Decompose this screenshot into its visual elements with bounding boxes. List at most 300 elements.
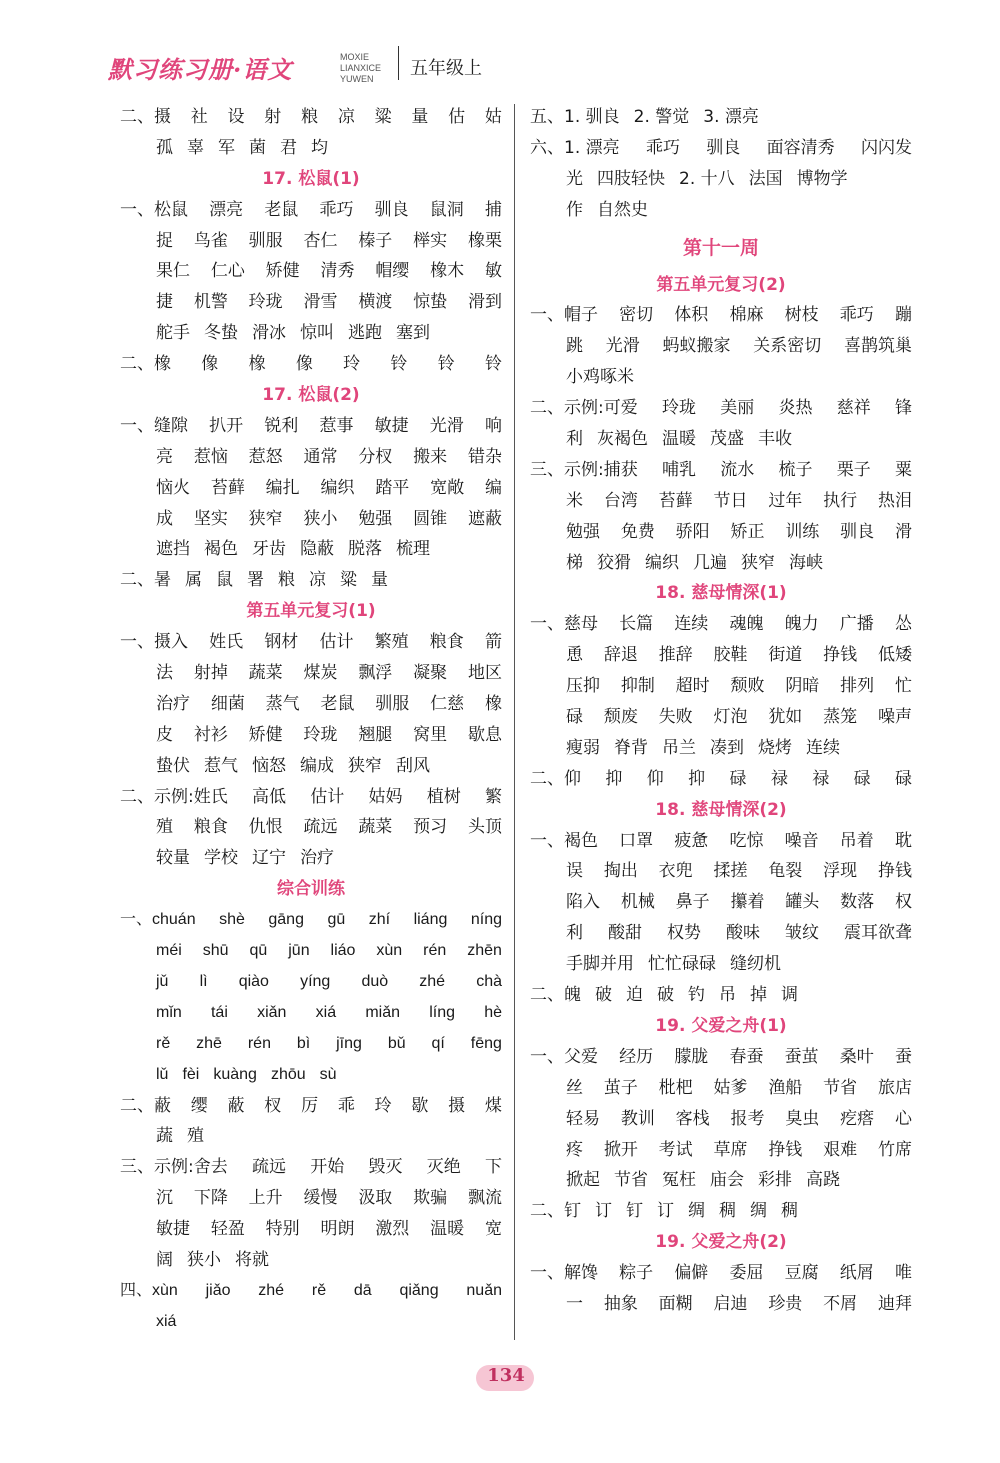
- answer-word: 利: [566, 429, 583, 450]
- answer-word: 榉实: [413, 230, 448, 251]
- answer-word: 皮: [156, 724, 173, 745]
- answer-word: 体积: [674, 305, 709, 326]
- answer-word: 仰: [646, 768, 664, 789]
- answer-word: 踏平: [375, 477, 410, 498]
- answer-word: 橡栗: [467, 230, 502, 251]
- answer-word: 驯良: [706, 137, 741, 158]
- answer-word: 褐色: [204, 539, 238, 560]
- answer-word: 铃: [484, 354, 502, 375]
- answer-word: 考试: [658, 1139, 693, 1160]
- answer-word: 调: [781, 985, 798, 1006]
- answer-word: 彩排: [758, 1170, 792, 1191]
- answer-word: 铃: [437, 354, 455, 375]
- answer-word: 广播: [839, 614, 874, 635]
- answer-word: 高低: [251, 786, 286, 807]
- answer-word: 二、仰: [530, 768, 581, 789]
- answer-word: 2. 警觉: [633, 107, 690, 127]
- answer-line: [120, 812, 502, 843]
- answer-line: [530, 133, 912, 164]
- answer-word: 摄: [448, 1095, 466, 1116]
- answer-word: 蛰伏: [156, 755, 190, 776]
- answer-line: [120, 473, 502, 504]
- answer-word: 二、暑: [120, 570, 171, 591]
- answer-word: 纸屑: [839, 1263, 874, 1284]
- answer-word: 节日: [713, 490, 748, 511]
- answer-line: [530, 887, 912, 918]
- answer-word: 过年: [768, 490, 803, 511]
- answer-word: 抑: [605, 768, 623, 789]
- answer-word: 辜: [187, 137, 204, 158]
- answer-word: 噪音: [784, 830, 819, 851]
- answer-word: 乖巧: [319, 199, 354, 220]
- answer-word: 冤枉: [662, 1170, 696, 1191]
- answer-word: 闪闪发: [861, 137, 912, 158]
- answer-word: 遮挡: [156, 539, 190, 560]
- answer-word: 吊兰: [662, 737, 696, 758]
- answer-word: 激烈: [375, 1219, 410, 1240]
- answer-line: [120, 133, 502, 164]
- section-heading: 18. 慈母情深(2): [655, 799, 787, 820]
- answer-word: 连续: [806, 737, 840, 758]
- answer-word: 殖: [187, 1126, 204, 1147]
- answer-word: 博物学: [796, 168, 848, 189]
- answer-word: 钓: [688, 985, 705, 1006]
- answer-word: 量: [411, 107, 429, 127]
- answer-word: 粮食: [429, 632, 464, 653]
- answer-word: 忙: [894, 676, 912, 697]
- answer-word: 仁慈: [430, 693, 465, 714]
- answer-word: 温暖: [662, 429, 696, 450]
- answer-line: [530, 1289, 912, 1320]
- answer-word: 滑到: [467, 292, 502, 313]
- answer-word: 二、示例:可爱: [530, 398, 638, 419]
- answer-word: níng: [470, 911, 502, 929]
- answer-word: yíng: [300, 972, 331, 990]
- answer-word: 光滑: [605, 336, 640, 357]
- answer-word: 破: [595, 985, 612, 1006]
- answer-word: 权势: [667, 923, 701, 944]
- answer-word: 苔藓: [658, 490, 693, 511]
- answer-word: 果仁: [156, 261, 190, 282]
- answer-word: shè: [219, 911, 245, 929]
- answer-word: 驯服: [248, 230, 283, 251]
- answer-word: 教训: [620, 1108, 655, 1129]
- answer-word: qiào: [238, 972, 269, 990]
- answer-word: 一、父爱: [530, 1046, 598, 1067]
- answer-word: 开始: [310, 1157, 345, 1178]
- answer-word: 棉麻: [729, 305, 764, 326]
- page-number-text: 134: [487, 1365, 525, 1386]
- answer-word: 热泪: [877, 490, 912, 511]
- book-title: 默习练习册·语文: [108, 55, 293, 84]
- answer-word: 估: [448, 107, 466, 127]
- answer-word: 竹席: [877, 1139, 912, 1160]
- answer-line: [530, 362, 912, 393]
- answer-word: 灭绝: [426, 1157, 461, 1178]
- answer-word: liáo: [330, 942, 356, 960]
- answer-word: 二、蔽: [120, 1095, 171, 1116]
- answer-word: 细菌: [210, 693, 245, 714]
- answer-line: [120, 936, 502, 967]
- answer-word: 恿: [566, 645, 583, 666]
- left-column: [120, 102, 502, 1338]
- answer-word: nuǎn: [466, 1281, 502, 1299]
- answer-word: 连续: [674, 614, 709, 635]
- answer-word: 阴暗: [785, 676, 820, 697]
- answer-word: 冬蛰: [204, 323, 238, 344]
- answer-word: 罐头: [785, 892, 820, 913]
- answer-word: 蚕: [894, 1046, 912, 1067]
- answer-word: 豆腐: [784, 1263, 819, 1284]
- answer-line: [530, 1104, 912, 1135]
- answer-word: 署: [247, 570, 264, 591]
- answer-word: 苔藓: [210, 477, 245, 498]
- answer-word: 超时: [675, 676, 710, 697]
- answer-word: 树枝: [784, 305, 819, 326]
- answer-word: 灯泡: [713, 707, 748, 728]
- answer-word: 瘦弱: [566, 737, 600, 758]
- answer-word: 滑: [894, 521, 912, 542]
- answer-word: 量: [371, 570, 388, 591]
- answer-word: 粮: [278, 570, 295, 591]
- answer-word: 轻盈: [210, 1219, 245, 1240]
- answer-word: 一、chuán: [120, 911, 196, 929]
- answer-word: jiǎo: [205, 1281, 231, 1299]
- answer-word: 疼: [566, 1139, 583, 1160]
- answer-word: 3. 漂亮: [703, 107, 759, 127]
- answer-word: 面糊: [658, 1293, 693, 1314]
- answer-line: [530, 455, 912, 486]
- answer-word: 殖: [156, 817, 173, 838]
- answer-word: 像: [201, 354, 219, 375]
- answer-line: [530, 949, 912, 980]
- answer-line: [530, 1165, 912, 1196]
- answer-word: 橡: [484, 693, 502, 714]
- answer-word: lǔ: [156, 1065, 169, 1083]
- answer-word: 脱落: [348, 539, 382, 560]
- answer-word: 滑雪: [303, 292, 338, 313]
- answer-word: 桑叶: [839, 1046, 874, 1067]
- answer-word: 粱: [374, 107, 392, 127]
- answer-word: fèi: [182, 1065, 200, 1083]
- answer-word: 驯服: [375, 693, 410, 714]
- answer-line: [120, 1245, 502, 1276]
- answer-word: 庙会: [710, 1170, 744, 1191]
- answer-word: 订: [657, 1201, 674, 1222]
- answer-word: 鼻子: [675, 892, 710, 913]
- answer-word: líng: [429, 1003, 455, 1021]
- answer-word: 艰难: [823, 1139, 858, 1160]
- answer-word: 长篇: [619, 614, 654, 635]
- answer-line: [120, 565, 502, 596]
- answer-word: 欺骗: [413, 1188, 448, 1209]
- answer-word: 铃: [390, 354, 408, 375]
- answer-word: 骄阳: [675, 521, 710, 542]
- answer-word: 不屑: [823, 1293, 858, 1314]
- answer-line: [120, 627, 502, 658]
- answer-word: jīng: [336, 1034, 362, 1052]
- answer-word: 噪声: [877, 707, 912, 728]
- answer-word: 菌: [249, 137, 266, 158]
- answer-word: 数落: [840, 892, 875, 913]
- answer-word: 飘流: [467, 1188, 502, 1209]
- answer-word: zhēn: [467, 942, 502, 960]
- answer-word: 高跷: [806, 1170, 840, 1191]
- answer-word: 抑制: [620, 676, 655, 697]
- answer-word: 灰褐色: [597, 429, 648, 450]
- header-divider: [398, 46, 399, 80]
- answer-line: [120, 782, 502, 813]
- answer-word: 法国: [748, 168, 783, 189]
- answer-word: 捷: [156, 292, 173, 313]
- answer-line: [120, 349, 502, 380]
- answer-word: 一、褐色: [530, 830, 598, 851]
- answer-word: 宽: [484, 1219, 502, 1240]
- answer-word: 勉强: [358, 508, 393, 529]
- answer-line: [530, 1042, 912, 1073]
- answer-word: 朦胧: [674, 1046, 709, 1067]
- answer-word: 面容清秀: [766, 137, 835, 158]
- answer-word: 挣钱: [823, 645, 858, 666]
- answer-word: 学校: [204, 848, 238, 869]
- answer-word: 凉: [309, 570, 326, 591]
- answer-word: 汲取: [358, 1188, 393, 1209]
- answer-word: 凑到: [710, 737, 744, 758]
- answer-word: 珍贵: [768, 1293, 803, 1314]
- answer-word: 蔬: [156, 1126, 173, 1147]
- answer-word: 疲惫: [674, 830, 709, 851]
- answer-word: méi: [156, 942, 182, 960]
- answer-word: 春蚕: [729, 1046, 764, 1067]
- answer-word: miǎn: [365, 1003, 400, 1021]
- answer-word: 玲珑: [661, 398, 696, 419]
- answer-word: 设: [227, 107, 245, 127]
- answer-line: [120, 102, 502, 133]
- answer-line: [120, 1276, 502, 1307]
- answer-line: [530, 918, 912, 949]
- answer-word: 震耳欲聋: [844, 923, 912, 944]
- answer-word: 蔬菜: [358, 817, 393, 838]
- answer-line: [530, 980, 912, 1011]
- answer-line: [530, 733, 912, 764]
- answer-word: 均: [311, 137, 328, 158]
- answer-word: bǔ: [387, 1034, 406, 1052]
- answer-word: 枇杷: [658, 1077, 693, 1098]
- answer-word: 疙瘩: [840, 1108, 875, 1129]
- answer-word: gāng: [268, 911, 304, 929]
- answer-word: 玲: [343, 354, 361, 375]
- section-heading: 17. 松鼠(2): [262, 385, 360, 406]
- answer-word: 估计: [319, 632, 354, 653]
- answer-word: 二、钉: [530, 1201, 581, 1222]
- answer-word: 明朗: [320, 1219, 355, 1240]
- answer-word: 小鸡啄米: [566, 367, 634, 388]
- answer-word: 龟裂: [768, 861, 803, 882]
- answer-word: jūn: [288, 942, 310, 960]
- answer-word: 漂亮: [209, 199, 244, 220]
- answer-line: [120, 751, 502, 782]
- answer-word: 魄力: [784, 614, 819, 635]
- answer-line: [530, 300, 912, 331]
- answer-line: [120, 1152, 502, 1183]
- answer-word: 胶鞋: [713, 645, 748, 666]
- answer-word: 狭小: [187, 1249, 221, 1270]
- answer-line: [530, 1258, 912, 1289]
- answer-word: 掀开: [603, 1139, 638, 1160]
- answer-word: 煤: [484, 1095, 502, 1116]
- answer-word: 绸: [688, 1201, 705, 1222]
- answer-line: [530, 517, 912, 548]
- answer-word: 一、慈母: [530, 614, 598, 635]
- answer-word: 狭窄: [248, 508, 283, 529]
- answer-word: 蔬菜: [248, 663, 283, 684]
- answer-word: 经历: [619, 1046, 654, 1067]
- answer-word: 圆锥: [413, 508, 448, 529]
- answer-word: 慈祥: [836, 398, 871, 419]
- answer-word: 掏出: [603, 861, 638, 882]
- answer-word: 惹气: [204, 755, 238, 776]
- answer-word: 手脚并用: [566, 954, 634, 975]
- answer-word: 心: [894, 1108, 912, 1129]
- answer-word: 辞退: [603, 645, 638, 666]
- answer-word: 鼠: [216, 570, 233, 591]
- answer-word: 响: [484, 415, 502, 436]
- answer-line: [530, 1196, 912, 1227]
- answer-word: 美丽: [720, 398, 755, 419]
- answer-line: [120, 256, 502, 287]
- answer-word: 关系密切: [753, 336, 822, 357]
- answer-word: 预习: [413, 817, 448, 838]
- answer-word: 缝纫机: [730, 954, 781, 975]
- answer-word: 狭小: [303, 508, 338, 529]
- answer-word: 射掉: [193, 663, 228, 684]
- answer-word: 乖巧: [839, 305, 874, 326]
- answer-word: 敏捷: [374, 415, 409, 436]
- answer-word: 栗子: [836, 459, 871, 480]
- answer-word: 2. 十八: [679, 168, 735, 189]
- answer-line: [120, 1307, 502, 1338]
- answer-word: 攥着: [730, 892, 765, 913]
- answer-word: 订: [595, 1201, 612, 1222]
- answer-line: [120, 998, 502, 1029]
- answer-word: 杏仁: [303, 230, 338, 251]
- answer-word: zhé: [258, 1281, 285, 1299]
- answer-word: 六、1. 漂亮: [530, 137, 620, 158]
- answer-word: 歇: [411, 1095, 429, 1116]
- answer-word: 梳理: [396, 539, 430, 560]
- answer-word: 射: [264, 107, 282, 127]
- answer-word: 权: [894, 892, 912, 913]
- answer-word: 丰收: [758, 429, 792, 450]
- answer-word: 误: [566, 861, 583, 882]
- answer-word: 宽敞: [430, 477, 465, 498]
- answer-line: [530, 640, 912, 671]
- answer-line: [120, 1121, 502, 1152]
- answer-word: shū: [202, 942, 229, 960]
- answer-word: 遮蔽: [467, 508, 502, 529]
- answer-word: rě: [156, 1034, 171, 1052]
- answer-word: 茧子: [603, 1077, 638, 1098]
- answer-word: 利: [566, 923, 583, 944]
- answer-word: 地区: [467, 663, 502, 684]
- answer-word: 辽宁: [252, 848, 286, 869]
- answer-word: rén: [247, 1034, 271, 1052]
- answer-word: 姑爹: [713, 1077, 748, 1098]
- answer-line: [530, 1135, 912, 1166]
- answer-word: 编织: [320, 477, 355, 498]
- answer-word: 吊: [719, 985, 736, 1006]
- answer-word: 橡: [248, 354, 266, 375]
- answer-word: 机械: [620, 892, 655, 913]
- answer-word: 委屈: [729, 1263, 764, 1284]
- answer-word: 像: [295, 354, 313, 375]
- answer-line: [530, 856, 912, 887]
- answer-line: [530, 671, 912, 702]
- answer-word: fēng: [470, 1034, 502, 1052]
- answer-word: 禄: [812, 768, 830, 789]
- answer-word: 海峡: [789, 552, 823, 573]
- column-divider: [514, 104, 515, 1340]
- answer-word: zhé: [419, 972, 446, 990]
- answer-word: 惊叫: [300, 323, 334, 344]
- answer-word: 植树: [426, 786, 461, 807]
- answer-line: [120, 1060, 502, 1091]
- answer-word: 茂盛: [710, 429, 744, 450]
- answer-word: 二、橡: [120, 354, 171, 375]
- answer-word: 轻易: [566, 1108, 600, 1129]
- answer-word: 客栈: [675, 1108, 710, 1129]
- answer-word: 碌: [853, 768, 871, 789]
- answer-word: 掉: [750, 985, 767, 1006]
- answer-word: 分杈: [358, 446, 393, 467]
- answer-word: 烧烤: [758, 737, 792, 758]
- answer-word: 一、松鼠: [120, 199, 188, 220]
- answer-line: [530, 195, 912, 226]
- answer-word: 蒸气: [265, 693, 300, 714]
- answer-word: 二、示例:姓氏: [120, 786, 228, 807]
- answer-word: 旅店: [877, 1077, 912, 1098]
- answer-word: 军: [218, 137, 235, 158]
- answer-word: hè: [484, 1003, 502, 1021]
- answer-word: 钢材: [264, 632, 299, 653]
- answer-word: xùn: [376, 942, 403, 960]
- answer-word: 乖: [337, 1095, 355, 1116]
- answer-word: 驯良: [840, 521, 875, 542]
- answer-line: [120, 905, 502, 936]
- answer-word: 较量: [156, 848, 190, 869]
- answer-word: 编织: [645, 552, 679, 573]
- answer-line: [530, 164, 912, 195]
- answer-word: 窝里: [413, 724, 448, 745]
- answer-line: [120, 967, 502, 998]
- answer-word: 粮: [301, 107, 319, 127]
- answer-word: 迪拜: [877, 1293, 912, 1314]
- answer-word: 酸味: [726, 923, 760, 944]
- answer-word: qū: [249, 942, 268, 960]
- week-heading: 第十一周: [682, 236, 759, 259]
- answer-word: tái: [210, 1003, 228, 1021]
- answer-word: 榛子: [358, 230, 393, 251]
- answer-word: 将就: [235, 1249, 269, 1270]
- answer-word: 捉: [156, 230, 173, 251]
- answer-word: 训练: [785, 521, 820, 542]
- answer-line: [120, 658, 502, 689]
- answer-word: 禄: [770, 768, 788, 789]
- answer-word: xiá: [156, 1312, 177, 1330]
- answer-line: [120, 1091, 502, 1122]
- answer-word: 特别: [265, 1219, 300, 1240]
- answer-line: [120, 534, 502, 565]
